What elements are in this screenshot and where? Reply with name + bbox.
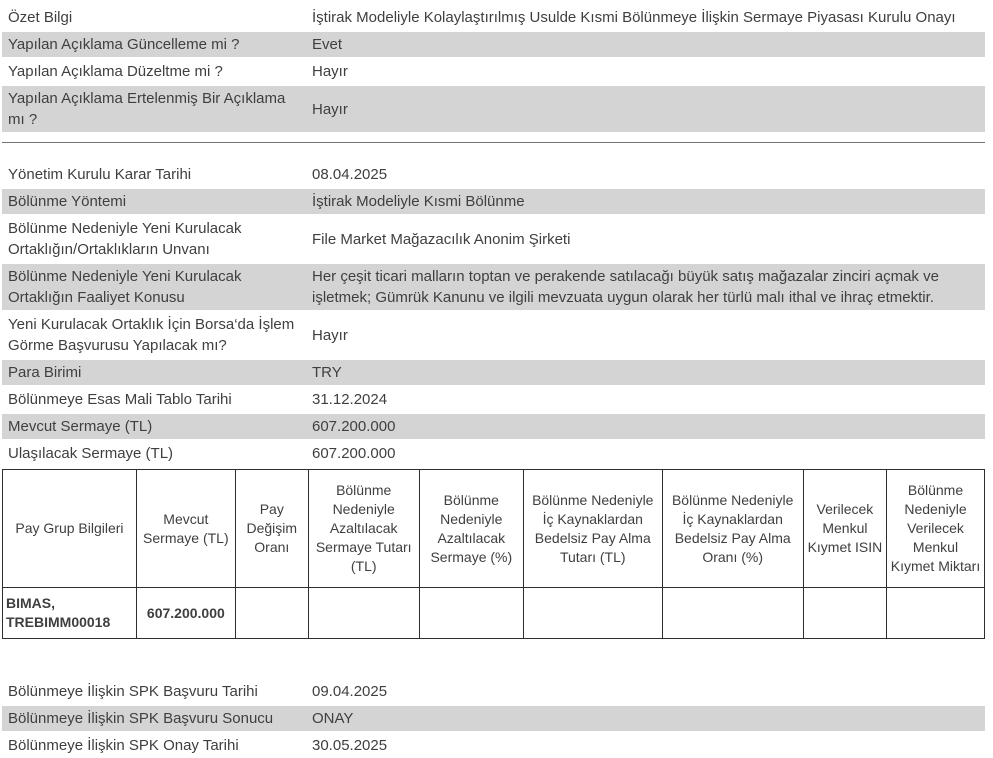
field-label: Bölünmeye İlişkin SPK Başvuru Tarihi [8, 683, 258, 700]
field-label: Bölünme Yöntemi [8, 193, 127, 210]
field-value: 08.04.2025 [312, 166, 388, 183]
field-label: Bölünmeye Esas Mali Tablo Tarihi [8, 391, 232, 408]
share-table-data-cell [803, 588, 886, 639]
field-row [2, 189, 985, 214]
field-row [2, 387, 985, 412]
field-value: File Market Mağazacılık Anonim Şirketi [312, 230, 571, 248]
share-table-header-cell: Bölünme Nedeniyle İç Kaynaklardan Bedelsiz Pay Alma Oranı (%) [662, 470, 803, 588]
field-row [2, 5, 985, 30]
summary-section [2, 5, 985, 132]
share-table-data-cell [308, 588, 419, 639]
field-label: Para Birimi [8, 364, 82, 381]
details-section [2, 162, 985, 466]
share-table-header-cell: Bölünme Nedeniyle Azaltılacak Sermaye Tutarı (TL) [308, 470, 419, 588]
field-row [2, 264, 985, 310]
section-divider [2, 142, 985, 143]
share-group-table [2, 469, 985, 639]
field-value: ONAY [312, 710, 354, 727]
field-row [2, 360, 985, 385]
share-table-data-cell [235, 588, 308, 639]
share-table-header-cell: Pay Grup Bilgileri [3, 470, 137, 588]
share-table-data-cell [419, 588, 523, 639]
field-label: Bölünme Nedeniyle Yeni Kurulacak Ortaklığın/Ortaklıkların Unvanı [8, 220, 242, 258]
share-table-header-cell: Bölünme Nedeniyle Verilecek Menkul Kıymet Miktarı [886, 470, 984, 588]
share-table-header-row [3, 470, 985, 588]
field-row [2, 706, 985, 731]
field-value: Her çeşit ticari malların toptan ve perakende satılacağı büyük satış mağazalar zinciri açmak ve işletmek; Gümrük Kanunu ve ilgili mevzuata uygun olarak her türlü malı ithal ve ihraç etmektir. [312, 268, 939, 306]
field-value: Evet [312, 36, 343, 53]
share-table-data-cell [886, 588, 984, 639]
field-label: Bölünme Nedeniyle Yeni Kurulacak Ortaklığın Faaliyet Konusu [8, 268, 242, 306]
share-table-header-cell: Bölünme Nedeniyle Azaltılacak Sermaye (%) [419, 470, 523, 588]
share-table-data-row [3, 588, 985, 639]
share-table-header-cell: Verilecek Menkul Kıymet ISIN [803, 470, 886, 588]
field-row [2, 441, 985, 466]
share-group-table-wrap [2, 469, 985, 639]
field-value: 09.04.2025 [312, 683, 388, 700]
field-row [2, 679, 985, 704]
field-label: Bölünmeye İlişkin SPK Başvuru Sonucu [8, 710, 274, 727]
share-table-header-cell: Pay Değişim Oranı [235, 470, 308, 588]
share-table-header-cell: Mevcut Sermaye (TL) [136, 470, 235, 588]
field-row [2, 216, 985, 262]
field-value: 607.200.000 [312, 445, 396, 462]
field-label: Yapılan Açıklama Güncelleme mi ? [8, 36, 240, 53]
field-row [2, 414, 985, 439]
field-value: TRY [312, 364, 342, 381]
share-table-data-cell [662, 588, 803, 639]
spk-section [2, 679, 985, 758]
field-value: 31.12.2024 [312, 391, 388, 408]
field-value: 30.05.2025 [312, 737, 388, 754]
field-label: Yönetim Kurulu Karar Tarihi [8, 166, 192, 183]
field-value: İştirak Modeliyle Kolaylaştırılmış Usulde Kısmi Bölünmeye İlişkin Sermaye Piyasası Kurulu Onayı [312, 9, 956, 26]
field-label: Yeni Kurulacak Ortaklık İçin Borsa‘da İşlem Görme Başvurusu Yapılacak mı? [8, 316, 295, 354]
field-row [2, 86, 985, 132]
field-value: Hayır [312, 100, 348, 118]
share-table-header-cell: Bölünme Nedeniyle İç Kaynaklardan Bedelsiz Pay Alma Tutarı (TL) [524, 470, 663, 588]
field-value: Hayır [312, 326, 348, 344]
field-label: Mevcut Sermaye (TL) [8, 418, 153, 435]
field-label: Ulaşılacak Sermaye (TL) [8, 445, 174, 462]
field-label: Yapılan Açıklama Düzeltme mi ? [8, 63, 223, 80]
field-label: Bölünmeye İlişkin SPK Onay Tarihi [8, 737, 239, 754]
share-table-data-cell: 607.200.000 [136, 588, 235, 639]
field-row [2, 162, 985, 187]
field-row [2, 312, 985, 358]
field-row [2, 733, 985, 758]
field-value: 607.200.000 [312, 418, 396, 435]
field-value: Hayır [312, 63, 348, 80]
share-table-data-cell: BIMAS, TREBIMM00018 [3, 588, 137, 639]
field-label: Özet Bilgi [8, 9, 73, 26]
field-label: Yapılan Açıklama Ertelenmiş Bir Açıklama mı ? [8, 90, 286, 128]
field-value: İştirak Modeliyle Kısmi Bölünme [312, 193, 525, 210]
field-row [2, 59, 985, 84]
field-row [2, 32, 985, 57]
share-table-data-cell [524, 588, 663, 639]
